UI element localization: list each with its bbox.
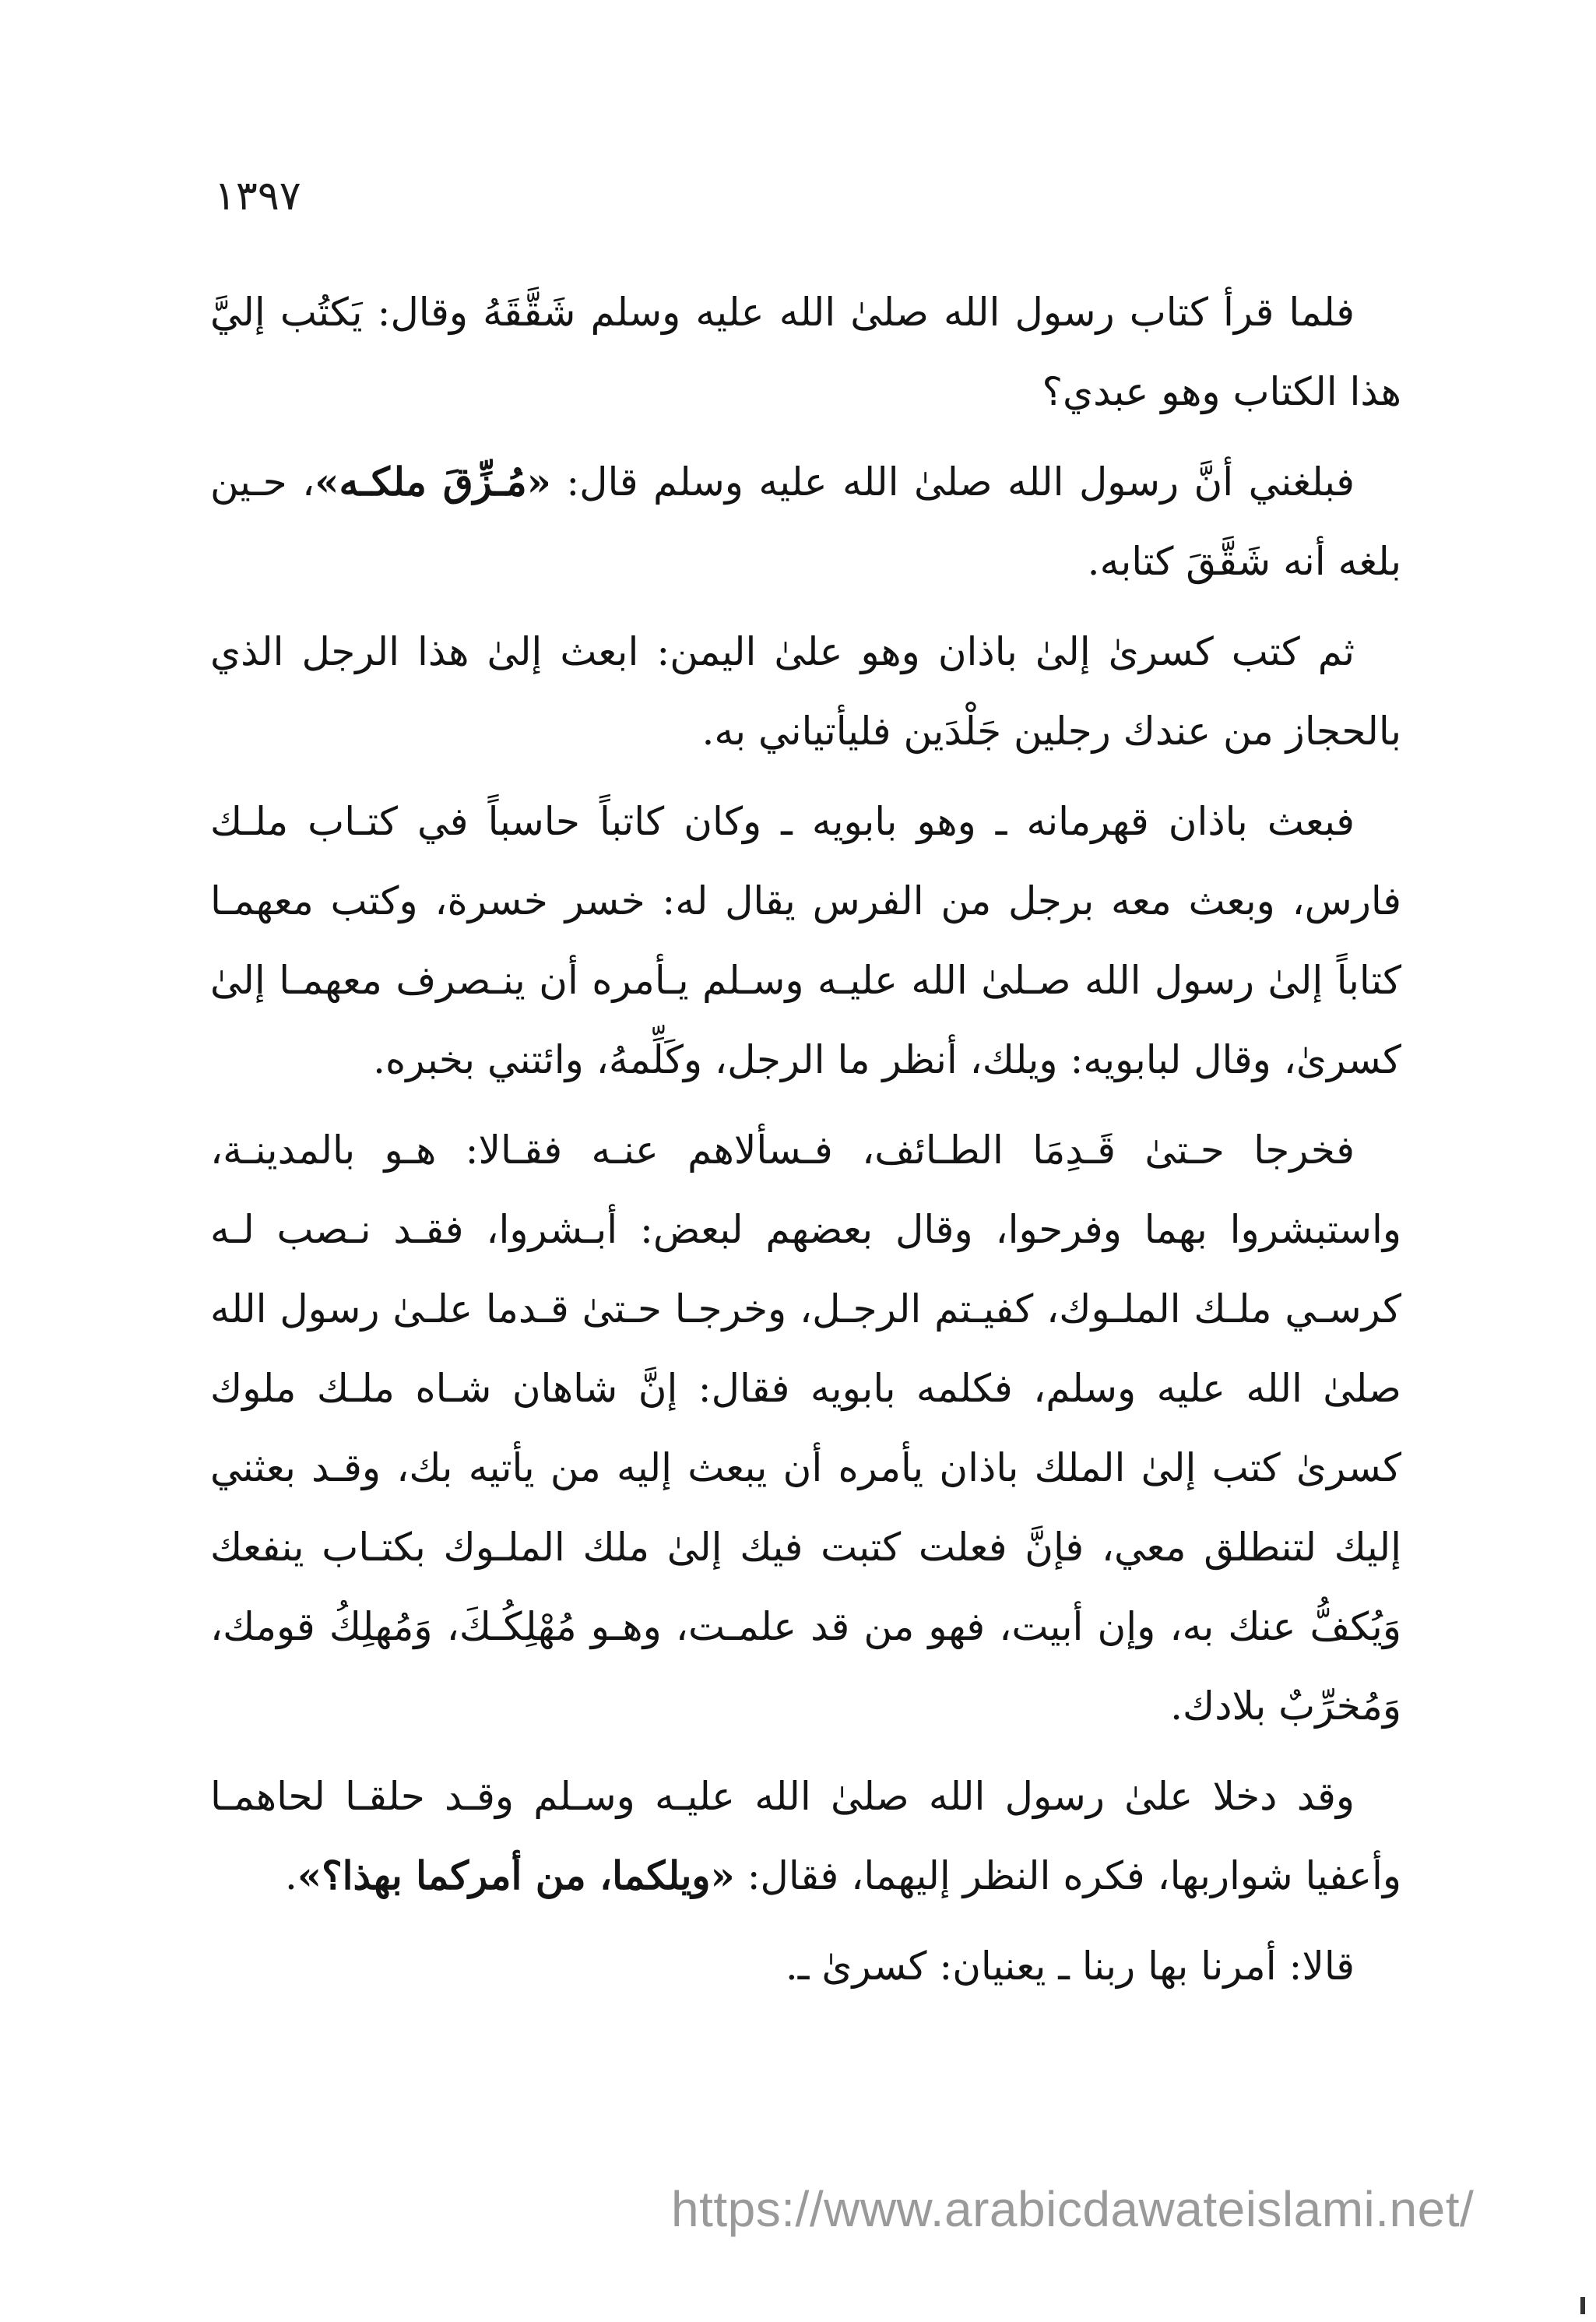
watermark-url: https://www.arabicdawateislami.net/ <box>671 2181 1475 2237</box>
page-number: ١٣٩٧ <box>214 173 301 220</box>
paragraph-6-text-start: وقد دخلا علىٰ رسول الله صلىٰ الله عليـه وسـلم وقـد حلقـا لحاهمـا وأعفيا شواربها، فكره النظر إليهما، فقال: <box>210 1774 1401 1898</box>
paragraph-5: فخرجا حـتىٰ قَـدِمَا الطـائف، فـسألاهم عنـه فقـالا: هـو بالمدينـة، واستبشروا بهما وفرحوا، وقال بعضهم لبعض: أبـشروا، فقـد نـصب لـه كرسـي ملـك الملـوك، كفيـتم الرجـل، وخرجـا حـتىٰ قـدما علـىٰ رسول الله صلىٰ الله عليه وسلم، فكلمه بابويه فقال: إنَّ شاهان شـاه ملـك ملوك كسرىٰ كتب إلىٰ الملك باذان يأمره أن يبعث إليه من يأتيه بك، وقـد بعثني إليك لتنطلق معي، فإنَّ فعلت كتبت فيك إلىٰ ملك الملـوك بكتـاب ينفعك وَيُكفُّ عنك به، وإن أبيت، فهو من قد علمـت، وهـو مُهْلِكُـكَ، وَمُهلِكُ قومك، وَمُخرِّبٌ بلادك. <box>210 1128 1401 1729</box>
paragraph-2-text-start: فبلغني أنَّ رسول الله صلىٰ الله عليه وسلم قال: <box>550 459 1355 505</box>
paragraph-6 <box>210 1757 1401 1916</box>
paragraph-2 <box>210 442 1401 601</box>
paragraph-6-text-end: . <box>284 1853 297 1898</box>
hadith-quote: «ويلكما، من أمركما بهذا؟» <box>297 1852 735 1898</box>
hadith-quote: «مُـزِّقَ ملكـه» <box>315 459 551 505</box>
paragraph-2-text-end: ، حـين بلغه أنه شَقَّقَ كتابه. <box>210 459 1401 584</box>
paragraph-1: فلما قرأ كتاب رسول الله صلىٰ الله عليه وسلم شَقَّقَهُ وقال: يَكتُب إليَّ هذا الكتاب وهو عبدي؟ <box>210 290 1401 414</box>
body-text <box>210 273 1401 2017</box>
paragraph-7: قالا: أمرنا بها ربنا ـ يعنيان: كسرىٰ ـ. <box>785 1944 1355 1989</box>
paragraph-3: ثم كتب كسرىٰ إلىٰ باذان وهو علىٰ اليمن: ابعث إلىٰ هذا الرجل الذي بالحجاز من عندك رجلين جَلْدَين فليأتياني به. <box>210 629 1401 754</box>
paragraph-4: فبعث باذان قهرمانه ـ وهو بابويه ـ وكان كاتباً حاسباً في كتـاب ملـك فارس، وبعث معه برجل من الفرس يقال له: خسر خسرة، وكتب معهمـا كتاباً إلىٰ رسول الله صـلىٰ الله عليـه وسـلم يـأمره أن ينـصرف معهمـا إلىٰ كسرىٰ، وقال لبابويه: ويلك، أنظر ما الرجل، وكَلِّمهُ، وائتني بخبره. <box>210 799 1401 1082</box>
page-edge-mark <box>1580 2297 1585 2314</box>
